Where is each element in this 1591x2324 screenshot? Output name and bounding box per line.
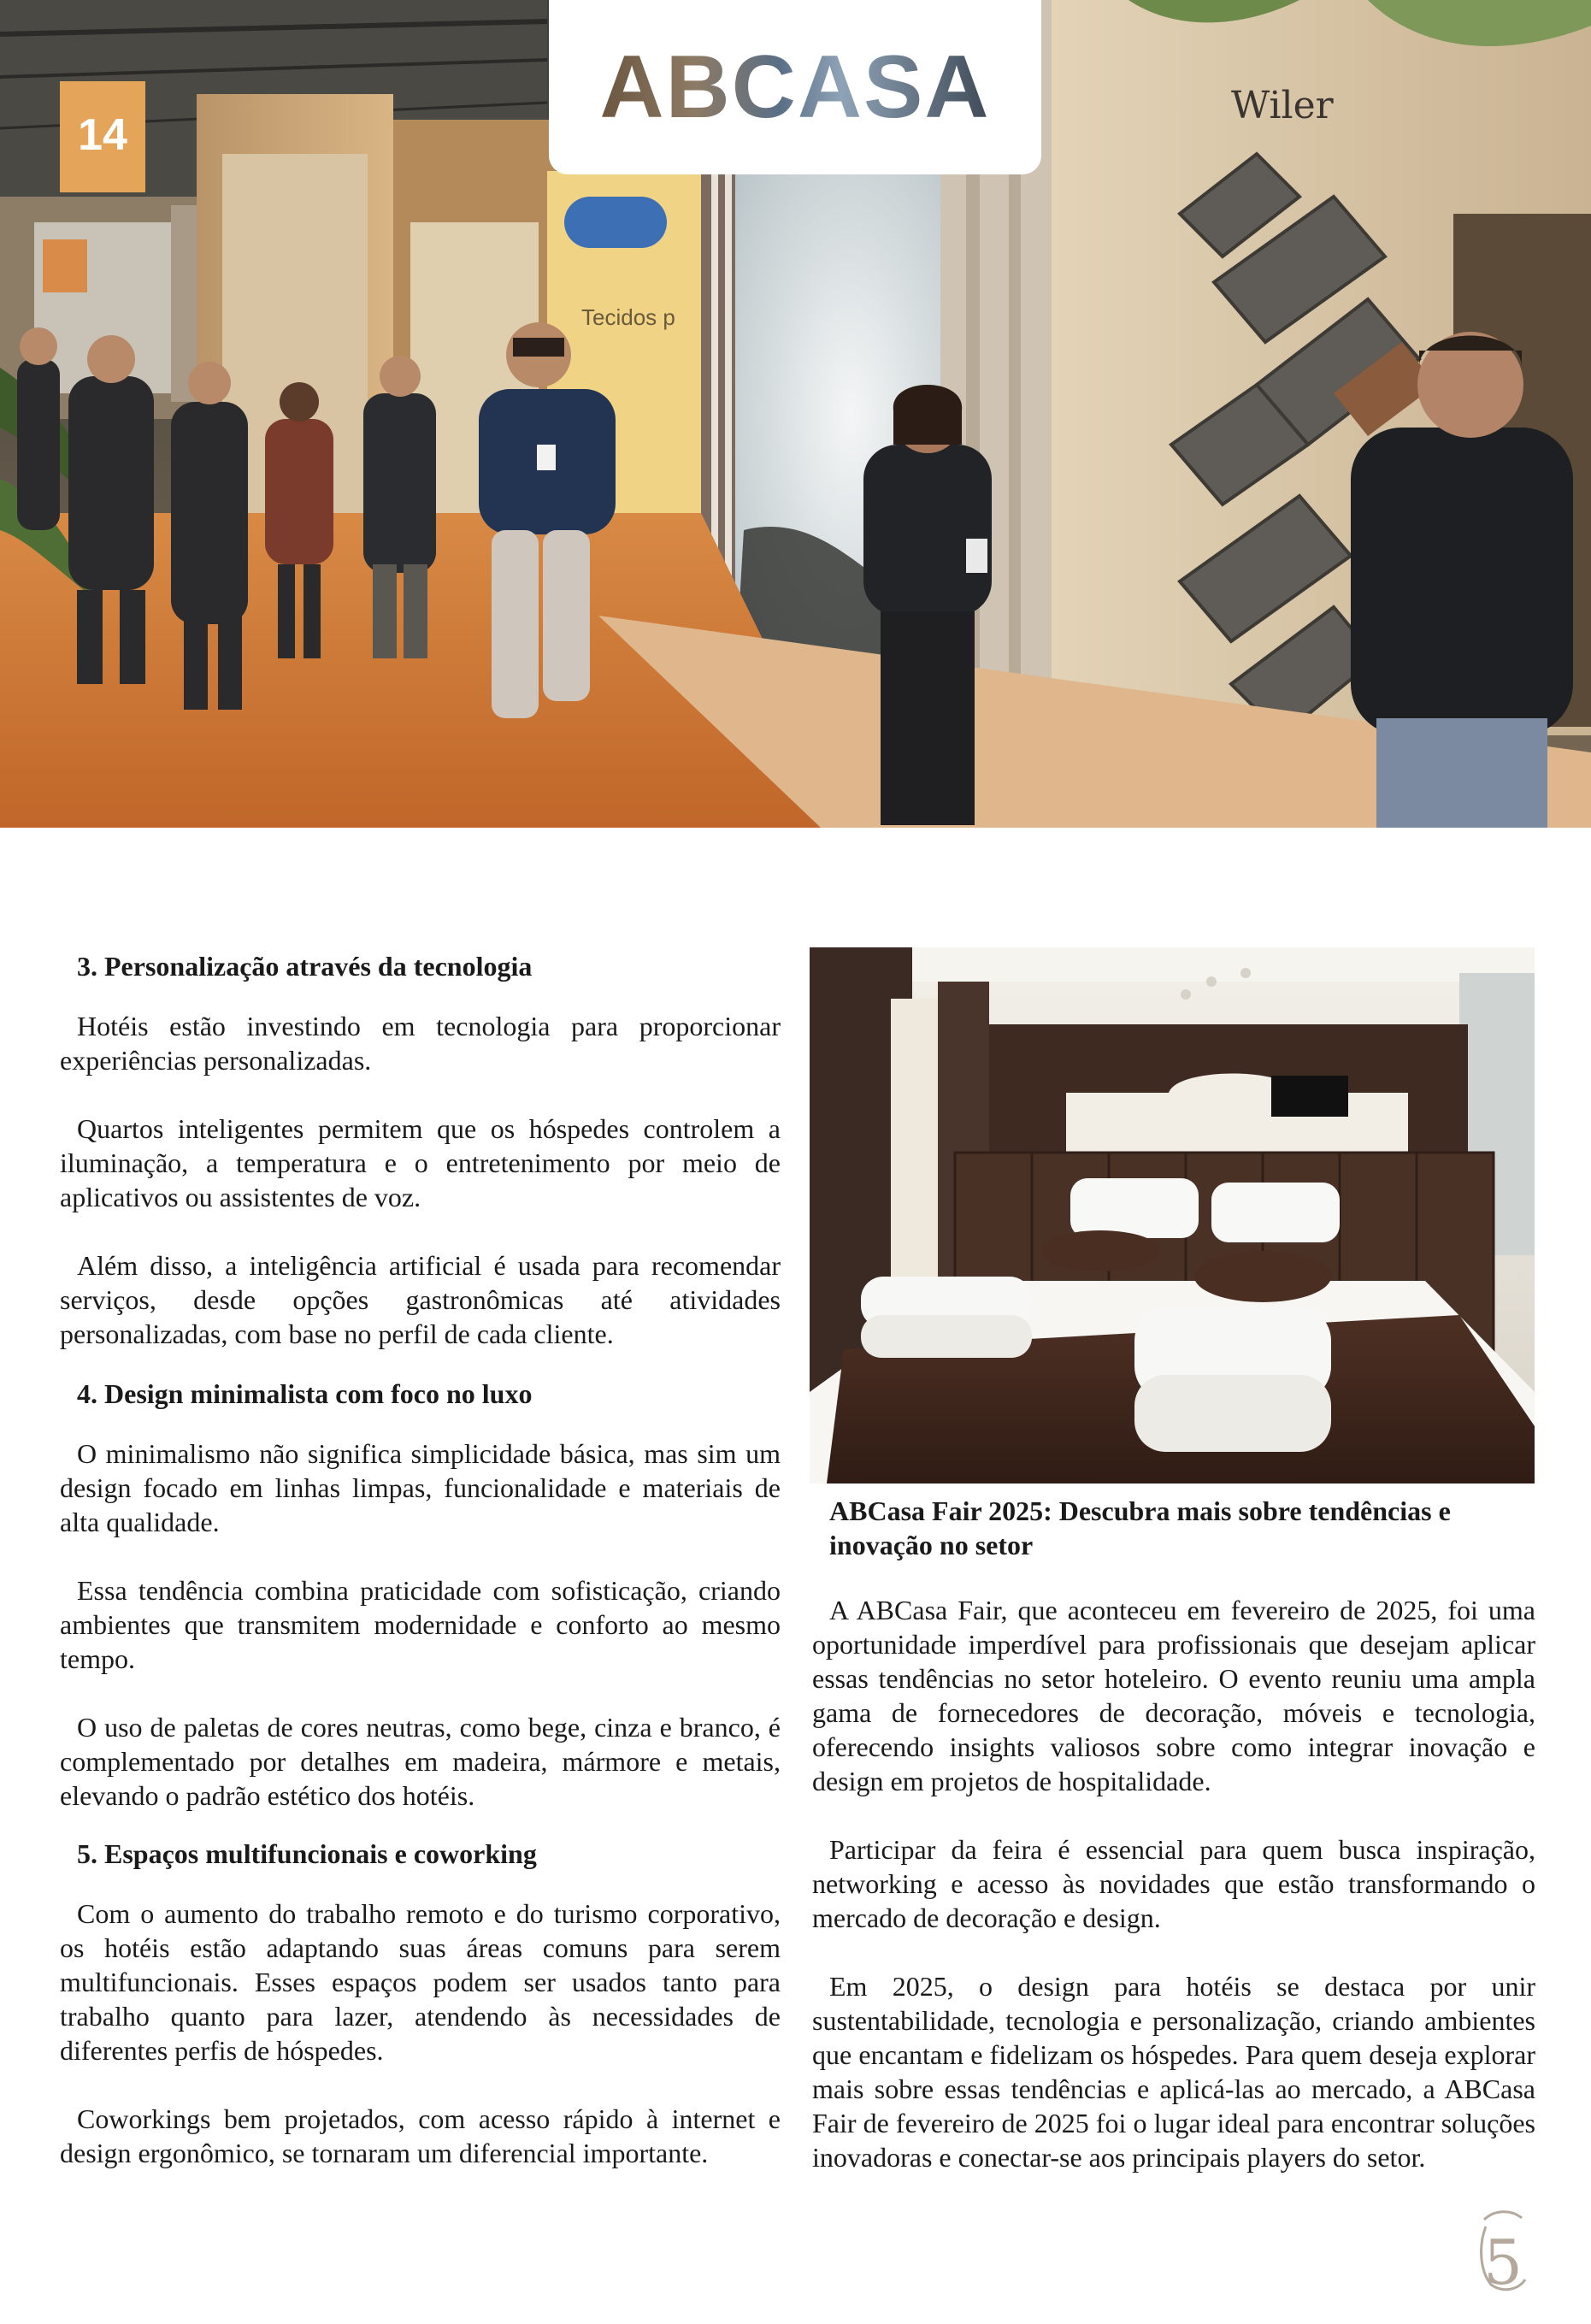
section-3-heading: 3. Personalização através da tecnologia	[77, 951, 533, 982]
section-3-paragraph-2: Quartos inteligentes permitem que os hóspedes controlem a iluminação, a temperatura e o entretenimento por meio de aplicativos ou assistentes de voz.	[60, 1113, 781, 1212]
right-paragraph-1: A ABCasa Fair, que aconteceu em fevereiro de 2025, foi uma oportunidade imperdível para profissionais que desejam aplicar essas tendências no setor hoteleiro. O evento reuniu uma ampla gama de fornecedores de decoração, móveis e tecnologia, oferecendo insights valiosos sobre como integrar inovação e design em projetos de hospitalidade.	[812, 1595, 1535, 1796]
section-4-paragraph-2: Essa tendência combina praticidade com sofisticação, criando ambientes que transmitem modernidade e conforto ao mesmo tempo.	[60, 1575, 781, 1674]
left-column	[60, 949, 781, 2204]
abcasa-logo	[549, 0, 1041, 174]
section-5-heading: 5. Espaços multifuncionais e coworking	[77, 1838, 537, 1869]
hotel-room-photo	[810, 947, 1535, 1483]
stand-sign-wiler: Wiler	[1231, 84, 1334, 127]
page-number-value: 5	[1483, 2227, 1523, 2298]
section-4-heading: 4. Design minimalista com foco no luxo	[77, 1378, 533, 1409]
right-column	[812, 1494, 1535, 2209]
page-number	[1469, 2201, 1537, 2298]
right-paragraph-2: Participar da feira é essencial para quem busca inspiração, networking e acesso às novidades que estão transformando o mercado de decoração e design.	[812, 1834, 1535, 1933]
section-3-paragraph-3: Além disso, a inteligência artificial é usada para recomendar serviços, desde opções gastronômicas até atividades personalizadas, com base no perfil de cada cliente.	[60, 1250, 781, 1349]
section-4-paragraph-1: O minimalismo não significa simplicidade básica, mas sim um design focado em linhas limpas, funcionalidade e materiais de alta qualidade.	[60, 1438, 781, 1537]
stand-sign-tecidos: Tecidos p	[581, 304, 675, 330]
section-4-paragraph-3: O uso de paletas de cores neutras, como bege, cinza e branco, é complementado por detalhes em madeira, mármore e metais, elevando o padrão estético dos hotéis.	[60, 1712, 781, 1811]
logo-wordmark: ABCASA	[599, 38, 991, 137]
right-paragraph-3: Em 2025, o design para hotéis se destaca por unir sustentabilidade, tecnologia e personalização, criando ambientes que encantam e fidelizam os hóspedes. Para quem deseja explorar mais sobre essas tendências e aplicá-las ao mercado, a ABCasa Fair de fevereiro de 2025 foi o lugar ideal para encontrar soluções inovadoras e conectar-se aos principais players do setor.	[812, 1971, 1535, 2173]
hall-sign-14: 14	[78, 110, 127, 160]
abcasa-fair-heading: ABCasa Fair 2025: Descubra mais sobre tendências e inovação no setor	[829, 1495, 1451, 1560]
section-5-paragraph-2: Coworkings bem projetados, com acesso rápido à internet e design ergonômico, se tornaram um diferencial importante.	[60, 2103, 781, 2168]
page-number-ornament-icon	[1469, 2201, 1537, 2298]
section-5-paragraph-1: Com o aumento do trabalho remoto e do turismo corporativo, os hotéis estão adaptando suas áreas comuns para serem multifuncionais. Esses espaços podem ser usados tanto para trabalho quanto para lazer, atendendo às necessidades de diferentes perfis de hóspedes.	[60, 1898, 781, 2066]
section-3-paragraph-1: Hotéis estão investindo em tecnologia para proporcionar experiências personalizadas.	[60, 1011, 781, 1076]
